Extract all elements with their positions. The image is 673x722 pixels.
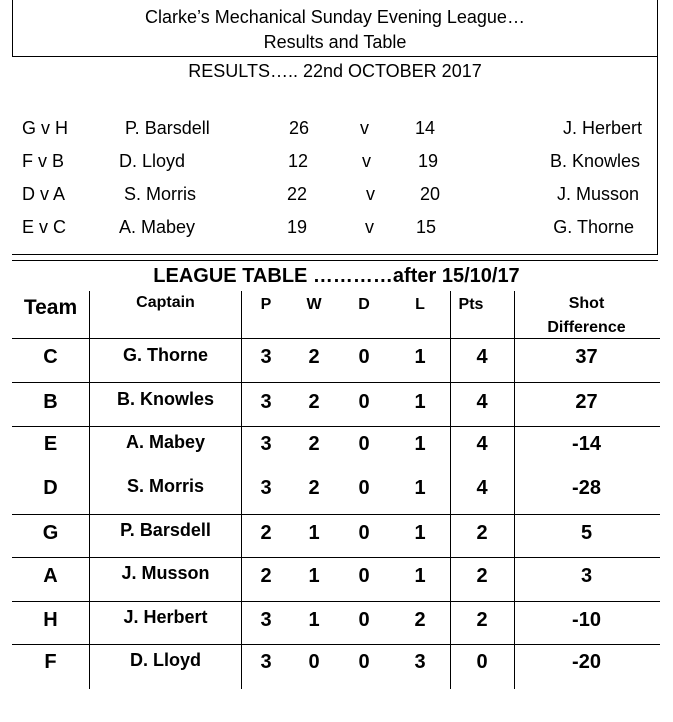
header-team: Team [23,296,78,319]
played-cell: 3 [260,391,272,413]
team-cell: B [43,391,58,413]
points-cell: 2 [476,565,488,587]
points-cell: 4 [476,433,488,455]
away-captain: G. Thorne [553,217,634,237]
lost-cell: 1 [414,433,426,455]
home-captain: P. Barsdell [125,118,210,138]
won-cell: 2 [308,391,320,413]
team-cell: G [42,522,59,544]
table-top-rule [12,260,658,261]
drawn-cell: 0 [358,346,370,368]
lost-cell: 1 [414,477,426,499]
results-and-table-subtitle: Results and Table [263,32,407,52]
lost-cell: 1 [414,391,426,413]
versus: v [365,217,374,237]
fixture: F v B [22,151,65,171]
captain-cell: P. Barsdell [120,520,211,540]
results-date-heading: RESULTS….. 22nd OCTOBER 2017 [188,61,482,81]
team-cell: C [43,346,58,368]
away-score: 20 [420,184,441,204]
played-cell: 3 [260,346,272,368]
home-captain: S. Morris [124,184,196,204]
fixture: D v A [22,184,66,204]
header-shot-difference-line1: Shot [568,295,605,312]
drawn-cell: 0 [358,609,370,631]
played-cell: 3 [260,477,272,499]
away-score: 15 [416,217,437,237]
won-cell: 2 [308,477,320,499]
captain-cell: B. Knowles [116,389,214,409]
played-cell: 3 [260,433,272,455]
lost-cell: 1 [414,522,426,544]
col-divider-captain [241,291,242,689]
points-cell: 0 [476,651,488,673]
team-cell: E [43,433,58,455]
shot-difference-cell: -10 [572,609,601,631]
home-score: 19 [287,217,308,237]
shot-difference-cell: 5 [580,522,593,544]
played-cell: 2 [260,522,272,544]
played-cell: 2 [260,565,272,587]
home-captain: D. Lloyd [119,151,186,171]
team-cell: H [43,609,58,631]
shot-difference-cell: -14 [572,433,601,455]
header-pts: Pts [458,296,484,313]
row-rule [12,644,660,645]
away-score: 19 [418,151,439,171]
shot-difference-cell: 3 [580,565,593,587]
away-captain: J. Herbert [562,118,642,138]
versus: v [366,184,375,204]
home-score: 26 [289,118,310,138]
shot-difference-cell: -28 [572,477,601,499]
captain-cell: A. Mabey [125,432,206,452]
won-cell: 0 [308,651,320,673]
header-captain: Captain [136,294,195,311]
points-cell: 2 [476,522,488,544]
captain-cell: G. Thorne [123,345,208,365]
fixture: G v H [22,118,69,138]
drawn-cell: 0 [358,565,370,587]
won-cell: 1 [308,565,320,587]
shot-difference-cell: 27 [575,391,598,413]
won-cell: 1 [308,609,320,631]
header-p: P [260,296,272,313]
team-cell: D [43,477,58,499]
header-l: L [415,296,425,313]
points-cell: 2 [476,609,488,631]
lost-cell: 2 [414,609,426,631]
lost-cell: 1 [414,346,426,368]
team-cell: A [43,565,58,587]
away-captain: B. Knowles [549,151,640,171]
row-rule [12,382,660,383]
lost-cell: 3 [414,651,426,673]
played-cell: 3 [260,651,272,673]
col-divider-l [450,291,451,689]
captain-cell: J. Herbert [123,607,208,627]
shot-difference-cell: 37 [575,346,598,368]
versus: v [362,151,371,171]
points-cell: 4 [476,477,488,499]
team-cell: F [44,651,57,673]
drawn-cell: 0 [358,391,370,413]
captain-cell: D. Lloyd [130,650,201,670]
row-rule [12,557,660,558]
played-cell: 3 [260,609,272,631]
header-divider [12,56,658,57]
drawn-cell: 0 [358,433,370,455]
drawn-cell: 0 [358,477,370,499]
fixture: E v C [22,217,67,237]
league-table-title: LEAGUE TABLE …………after 15/10/17 [153,265,520,287]
row-rule [12,426,660,427]
results-right-border [657,110,658,255]
results-bottom-rule [12,254,658,255]
league-title: Clarke’s Mechanical Sunday Evening League… [145,7,525,27]
points-cell: 4 [476,391,488,413]
home-score: 22 [287,184,308,204]
drawn-cell: 0 [358,522,370,544]
row-rule [12,514,660,515]
row-rule [12,601,660,602]
captain-cell: J. Musson [121,563,210,583]
row-rule [12,338,660,339]
shot-difference-cell: -20 [572,651,601,673]
away-score: 14 [415,118,436,138]
drawn-cell: 0 [358,651,370,673]
home-captain: A. Mabey [119,217,196,237]
points-cell: 4 [476,346,488,368]
lost-cell: 1 [414,565,426,587]
won-cell: 2 [308,433,320,455]
header-w: W [306,296,322,313]
won-cell: 2 [308,346,320,368]
won-cell: 1 [308,522,320,544]
home-score: 12 [288,151,309,171]
header-shot-difference-line2: Difference [547,319,626,336]
versus: v [360,118,369,138]
captain-cell: S. Morris [126,476,205,496]
header-d: D [358,296,370,313]
away-captain: J. Musson [556,184,639,204]
